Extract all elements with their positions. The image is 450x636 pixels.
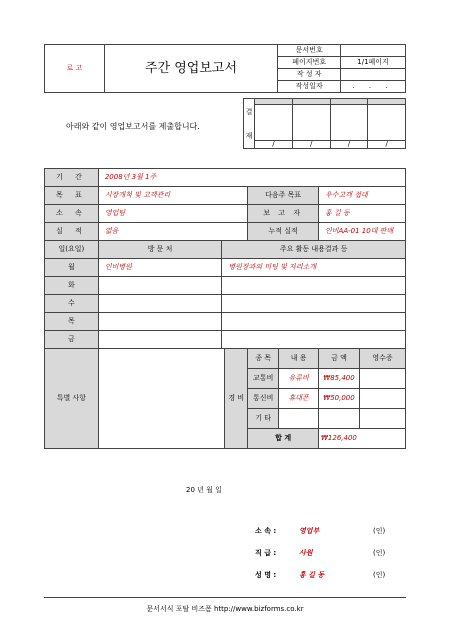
sig-dept-seal: (인) [373, 527, 386, 535]
result-value[interactable]: 없음 [98, 223, 247, 241]
expense-content-telecom[interactable]: 휴대폰 [279, 389, 319, 409]
dept-label: 소 속 [45, 205, 99, 223]
expense-total-label: 합 계 [248, 429, 319, 449]
expense-content-other[interactable] [279, 409, 319, 429]
sig-name-seal: (인) [373, 571, 386, 579]
main-table [44, 168, 406, 449]
approval-date-2[interactable]: / [292, 141, 330, 149]
date-value[interactable]: . . . [341, 81, 406, 93]
activity-result-header: 주요 활동 내용결과 등 [222, 241, 406, 259]
result-mon[interactable]: 병원장과의 미팅 및 자리소개 [222, 259, 406, 277]
approval-label-2: 재 [245, 131, 253, 140]
date-line: 20 년 월 일 [186, 486, 222, 494]
expense-total-amount[interactable]: ₩126,400 [319, 429, 406, 449]
day-label-tue: 화 [45, 277, 99, 295]
signature-row-name [255, 570, 395, 592]
approval-sign-1[interactable] [255, 105, 293, 141]
page-number-value[interactable]: 1/1페이지 [341, 57, 406, 69]
approval-date-3[interactable]: / [330, 141, 368, 149]
expense-receipt-telecom[interactable] [359, 389, 405, 409]
period-label: 기 간 [45, 169, 99, 187]
day-label-fri: 금 [45, 331, 99, 349]
expense-header-receipt: 영수증 [359, 349, 405, 369]
expense-header-item: 종 목 [248, 349, 279, 369]
footer-text[interactable]: 문서서식 포탈 비즈폼 http://www.bizforms.co.kr [146, 605, 304, 613]
expense-item-other: 기 타 [248, 409, 279, 429]
period-value[interactable]: 2008년 3월 1주 [98, 169, 405, 187]
result-tue[interactable] [222, 277, 406, 295]
expense-label: 경 비 [225, 349, 248, 449]
special-content[interactable] [98, 349, 224, 449]
intro-text: 아래와 같이 영업보고서를 제출합니다. [66, 122, 200, 131]
expense-item-transport: 교통비 [248, 369, 279, 389]
page-title: 주간 영업보고서 [104, 45, 278, 93]
approval-sign-3[interactable] [330, 105, 368, 141]
expense-header-content: 내 용 [279, 349, 319, 369]
signature-row-dept [255, 526, 395, 548]
visit-mon[interactable]: 인비병원 [98, 259, 221, 277]
result-wed[interactable] [222, 295, 406, 313]
next-goal-value[interactable]: 우수고객 접대 [319, 187, 406, 205]
expense-amount-telecom[interactable]: ₩50,000 [319, 389, 360, 409]
approval-date-1[interactable]: / [255, 141, 293, 149]
visit-fri[interactable] [98, 331, 221, 349]
page-number-label: 페이지번호 [278, 57, 341, 69]
dept-value[interactable]: 영업팀 [98, 205, 247, 223]
goal-value[interactable]: 시장개척 및 고객관리 [98, 187, 247, 205]
expense-item-telecom: 통신비 [248, 389, 279, 409]
visit-wed[interactable] [98, 295, 221, 313]
approval-table [243, 98, 406, 149]
visit-header: 방 문 처 [98, 241, 221, 259]
day-label-thu: 목 [45, 313, 99, 331]
sig-name-value[interactable]: 홍 길 동 [299, 571, 325, 579]
approval-sign-2[interactable] [292, 105, 330, 141]
approval-label-1: 결 [245, 107, 253, 116]
cumulative-value[interactable]: 인비AA-01 10대 판매 [319, 223, 406, 241]
date-label: 작성일자 [278, 81, 341, 93]
result-label: 실 적 [45, 223, 99, 241]
footer-divider [44, 597, 406, 598]
sig-rank-label: 직 급 : [255, 549, 277, 557]
sig-dept-value[interactable]: 영업부 [299, 527, 320, 535]
visit-thu[interactable] [98, 313, 221, 331]
reporter-value[interactable]: 홍 길 동 [319, 205, 406, 223]
logo: 로 고 [45, 45, 105, 93]
expense-header-amount: 금 액 [319, 349, 360, 369]
next-goal-label: 다음주 목표 [248, 187, 319, 205]
sig-rank-value[interactable]: 사원 [299, 549, 313, 557]
author-value[interactable] [341, 69, 406, 81]
sig-dept-label: 소 속 : [255, 527, 277, 535]
doc-number-label: 문서번호 [278, 45, 341, 57]
visit-tue[interactable] [98, 277, 221, 295]
expense-content-transport[interactable]: 유류비 [279, 369, 319, 389]
reporter-label: 보 고 자 [248, 205, 319, 223]
day-label-mon: 월 [45, 259, 99, 277]
author-label: 작 성 자 [278, 69, 341, 81]
day-label-wed: 수 [45, 295, 99, 313]
special-label: 특별 사항 [45, 349, 99, 449]
expense-receipt-other[interactable] [359, 409, 405, 429]
day-header: 일(요일) [45, 241, 99, 259]
approval-sign-4[interactable] [368, 105, 406, 141]
goal-label: 목 표 [45, 187, 99, 205]
expense-amount-transport[interactable]: ₩85,400 [319, 369, 360, 389]
result-thu[interactable] [222, 313, 406, 331]
signature-block [255, 526, 395, 592]
result-fri[interactable] [222, 331, 406, 349]
doc-number-value[interactable] [341, 45, 406, 57]
sig-name-label: 성 명 : [255, 571, 277, 579]
expense-amount-other[interactable] [319, 409, 360, 429]
expense-receipt-transport[interactable] [359, 369, 405, 389]
cumulative-label: 누적 실적 [248, 223, 319, 241]
sig-rank-seal: (인) [373, 549, 386, 557]
header-table [44, 44, 406, 93]
approval-date-4[interactable]: / [368, 141, 406, 149]
signature-row-rank [255, 548, 395, 570]
